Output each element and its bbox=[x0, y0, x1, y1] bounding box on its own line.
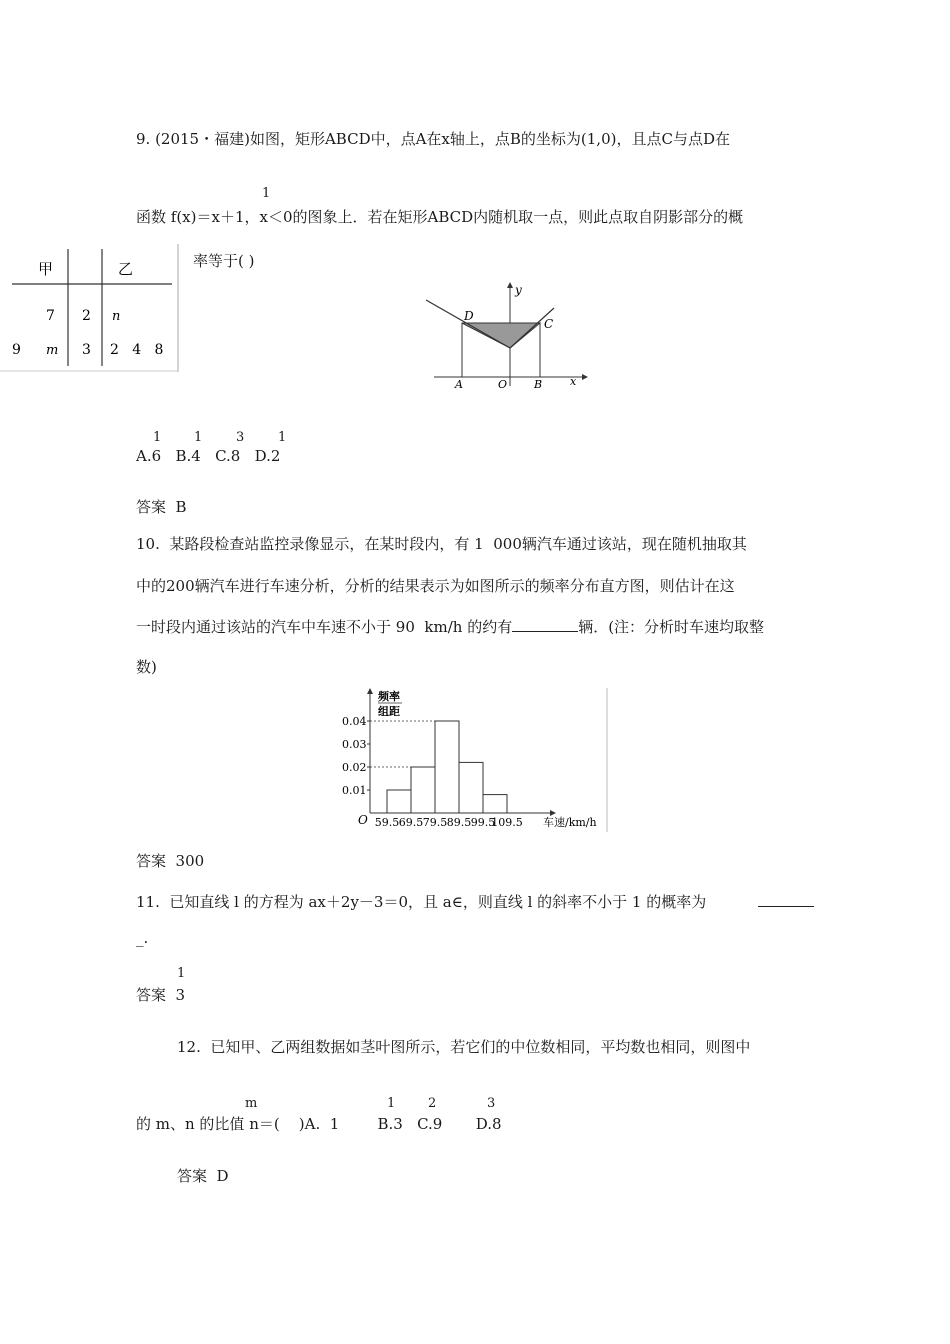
q12-frac-m: m bbox=[245, 1096, 258, 1111]
q9-line2: 函数 f(x)＝x＋1，x＜0的图象上．若在矩形ABCD内随机取一点，则此点取自阴影部分的概 bbox=[136, 208, 744, 226]
hist-x-tick-label: 89.5 bbox=[446, 816, 472, 829]
q12-opt-b-numerator: 1 bbox=[387, 1096, 396, 1111]
q10-line3a: 一时段内通过该站的汽车中车速不小于 90 km/h 的约有 bbox=[136, 618, 513, 636]
q9-opt-a-numerator: 1 bbox=[153, 430, 162, 445]
stem-leaf-row1-stem: 2 bbox=[82, 308, 91, 324]
fig-label-O: O bbox=[498, 378, 508, 390]
hist-x-tick-label: 79.5 bbox=[422, 816, 448, 829]
q12-opt-d-numerator: 3 bbox=[487, 1096, 496, 1111]
q11-answer: 答案 3 bbox=[136, 986, 186, 1004]
q10-answer: 答案 300 bbox=[136, 852, 205, 870]
q12-line2: 的 m、n 的比值 n＝( )A. 1 B.3 C.9 D.8 bbox=[136, 1115, 502, 1133]
hist-y-tick-label: 0.01 bbox=[342, 784, 367, 797]
hist-y-tick-label: 0.03 bbox=[342, 738, 367, 751]
hist-ylabel-bottom: 组距 bbox=[378, 705, 400, 718]
stem-leaf-row2-right: 2 4 8 bbox=[110, 342, 164, 358]
q12-opt-c-numerator: 2 bbox=[428, 1096, 437, 1111]
hist-x-tick-label: 99.5 bbox=[470, 816, 496, 829]
fig-label-C: C bbox=[544, 317, 554, 331]
q11-line2: _. bbox=[136, 929, 149, 947]
fig-label-y: y bbox=[515, 283, 522, 297]
q11-fraction-numerator: 1 bbox=[177, 966, 186, 981]
stem-leaf-row1-right: n bbox=[112, 309, 121, 324]
fig-label-x: x bbox=[570, 375, 577, 388]
hist-bar bbox=[411, 767, 435, 813]
q12-answer: 答案 D bbox=[177, 1167, 229, 1185]
q12-line1: 12. 已知甲、乙两组数据如茎叶图所示，若它们的中位数相同，平均数也相同，则图中 bbox=[177, 1038, 751, 1056]
q10-line3 bbox=[136, 616, 764, 637]
hist-bar bbox=[435, 721, 459, 813]
q10-answer-blank bbox=[512, 619, 578, 632]
q9-opt-d-numerator: 1 bbox=[278, 430, 287, 445]
stem-leaf-row1-left: 7 bbox=[46, 308, 55, 324]
q10-line3b: 辆．(注：分析时车速均取整 bbox=[578, 618, 765, 636]
hist-x-tick-label: 59.5 bbox=[374, 816, 400, 829]
hist-bar bbox=[459, 762, 483, 813]
hist-x-tick-label: 69.5 bbox=[398, 816, 424, 829]
q11-line1: 11. 已知直线 l 的方程为 ax＋2y－3＝0，且 a∈，则直线 l 的斜率不小于 1 的概率为 bbox=[136, 893, 707, 911]
stem-leaf-row2-left-b: m bbox=[46, 343, 59, 358]
q9-line1: 9. (2015・福建)如图，矩形ABCD中，点A在x轴上，点B的坐标为(1,0)，且点C与点D在 bbox=[136, 130, 730, 148]
hist-y-axis-arrow bbox=[367, 688, 373, 694]
hist-bar bbox=[387, 790, 411, 813]
stem-leaf-header-left: 甲 bbox=[38, 260, 54, 278]
q11-answer-blank bbox=[758, 893, 814, 907]
hist-y-tick-label: 0.02 bbox=[342, 761, 367, 774]
q10-line4: 数) bbox=[136, 658, 157, 676]
stem-leaf-header-right: 乙 bbox=[118, 260, 134, 278]
q9-line3: 率等于( ) bbox=[193, 252, 255, 270]
q9-fraction-numerator: 1 bbox=[262, 186, 271, 201]
q9-opt-c-numerator: 3 bbox=[236, 430, 245, 445]
q10-line1: 10. 某路段检查站监控录像显示，在某时段内，有 1 000辆汽车通过该站，现在随机抽取其 bbox=[136, 535, 747, 553]
fig-label-D: D bbox=[464, 309, 474, 323]
fig-label-B: B bbox=[534, 378, 543, 390]
hist-origin: O bbox=[358, 813, 368, 827]
hist-bar bbox=[483, 795, 507, 813]
hist-x-tick-label: 109.5 bbox=[491, 816, 523, 829]
hist-xlabel: 车速/km/h bbox=[543, 816, 597, 829]
stem-leaf-row2-stem: 3 bbox=[82, 342, 91, 358]
hist-ylabel-top: 频率 bbox=[378, 690, 400, 703]
q9-answer: 答案 B bbox=[136, 498, 187, 516]
stem-leaf-plot bbox=[0, 244, 182, 372]
fig-label-A: A bbox=[455, 378, 463, 390]
hist-y-tick-label: 0.04 bbox=[342, 715, 367, 728]
q9-options: A.6 B.4 C.8 D.2 bbox=[136, 447, 281, 465]
q9-opt-b-numerator: 1 bbox=[194, 430, 203, 445]
q10-line2: 中的200辆汽车进行车速分析，分析的结果表示为如图所示的频率分布直方图，则估计在这 bbox=[136, 577, 735, 595]
stem-leaf-row2-left-a: 9 bbox=[12, 342, 21, 358]
q9-rectangle-figure bbox=[424, 278, 594, 390]
frequency-histogram bbox=[340, 686, 612, 834]
